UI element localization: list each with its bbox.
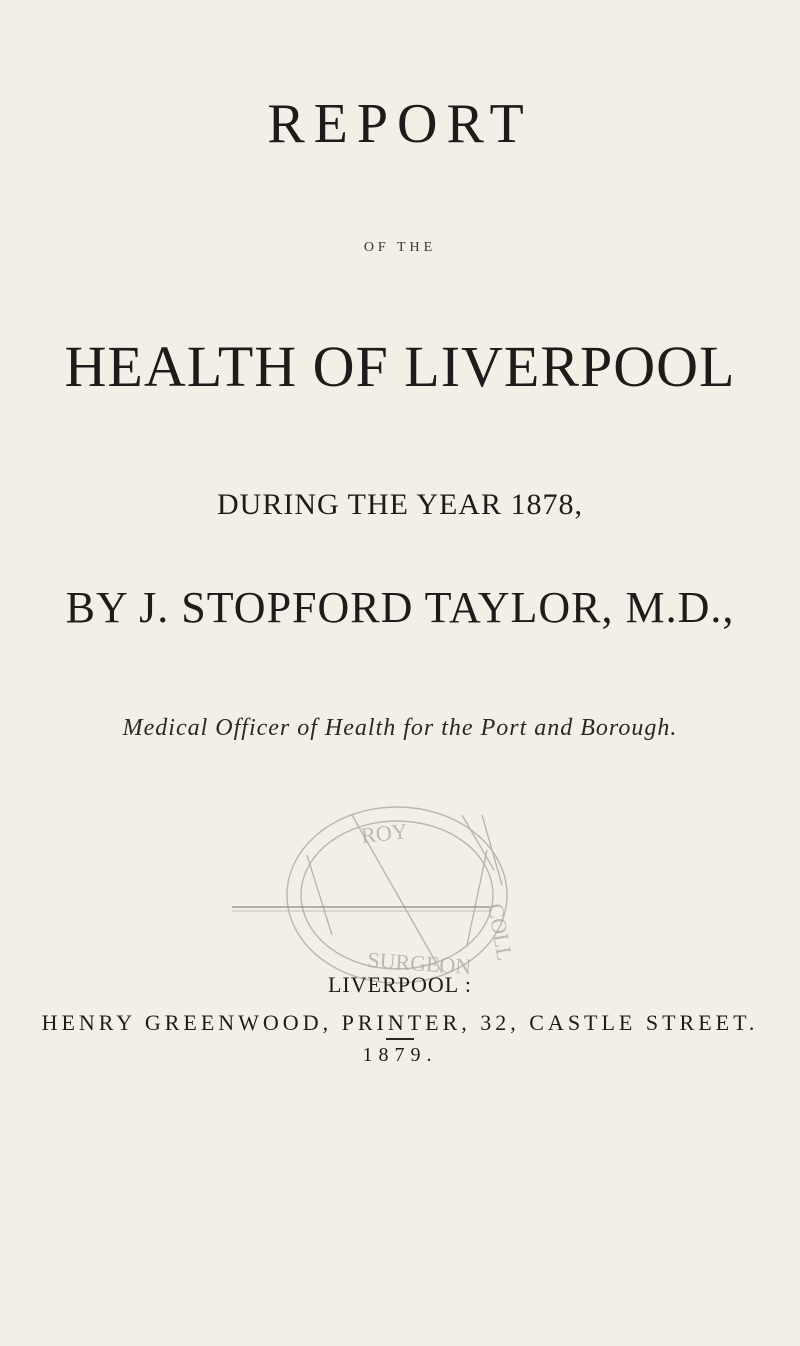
main-title: HEALTH OF LIVERPOOL xyxy=(64,334,736,399)
imprint-printer: HENRY GREENWOOD, PRINTER, 32, CASTLE STREET. xyxy=(41,1010,759,1035)
of-the-caption: OF THE xyxy=(363,240,437,255)
library-stamp-icon xyxy=(232,795,552,995)
year-line: DURING THE YEAR 1878, xyxy=(217,488,583,521)
svg-text:ROY: ROY xyxy=(359,818,409,848)
imprint-divider xyxy=(386,1038,414,1040)
svg-text:COLL: COLL xyxy=(483,901,518,963)
author-line: BY J. STOPFORD TAYLOR, M.D., xyxy=(65,583,735,632)
author-role: Medical Officer of Health for the Port and Borough. xyxy=(122,715,678,741)
imprint-year: 1879. xyxy=(362,1044,438,1066)
report-heading: REPORT xyxy=(267,93,533,155)
imprint-place: LIVERPOOL : xyxy=(327,972,472,997)
svg-text:SURGEON: SURGEON xyxy=(366,947,473,980)
